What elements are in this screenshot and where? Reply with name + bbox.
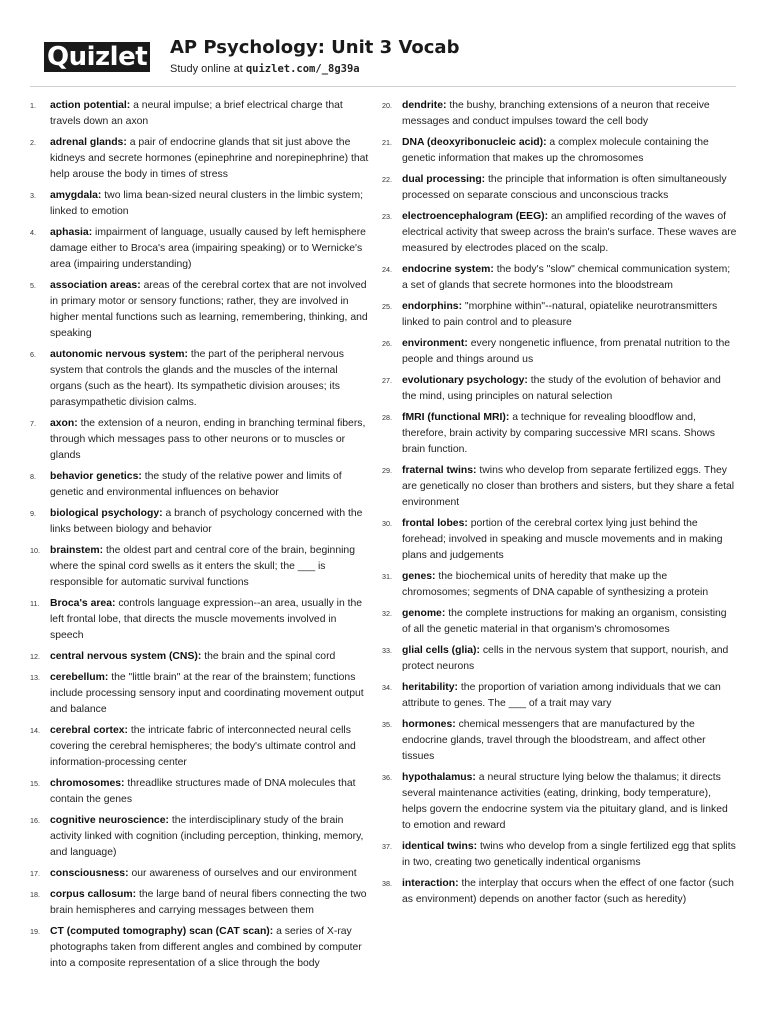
vocab-entry [30, 596, 372, 644]
entry-definition: impairment of language, usually caused by left hemisphere damage either to Broca's area (impairing speaking) or to Wernicke's area (impairing understanding) [50, 227, 366, 270]
vocab-entry [30, 98, 372, 130]
vocab-entry [30, 866, 372, 882]
vocab-column-right [382, 98, 738, 913]
entry-number: 23. [382, 212, 392, 221]
entry-term: adrenal glands: [50, 137, 127, 148]
entry-term: genes: [402, 571, 436, 582]
entry-definition: an amplified recording of the waves of electrical activity that sweep across the brain's surface. These waves are measured by electrodes placed on the scalp. [402, 211, 737, 254]
entry-definition: a complex molecule containing the genetic information that makes up the chromosomes [402, 137, 709, 164]
quizlet-logo[interactable]: Quizlet [44, 42, 150, 72]
entry-term: cerebral cortex: [50, 725, 128, 736]
entry-number: 30. [382, 519, 392, 528]
entry-term: association areas: [50, 280, 141, 291]
vocab-entry [30, 278, 372, 342]
vocab-entry [382, 373, 738, 405]
vocab-entry [30, 188, 372, 220]
vocab-entry [382, 336, 738, 368]
entry-number: 9. [30, 509, 36, 518]
entry-term: interaction: [402, 878, 459, 889]
entry-term: CT (computed tomography) scan (CAT scan): [50, 926, 274, 937]
entry-number: 32. [382, 609, 392, 618]
entry-number: 11. [30, 599, 40, 608]
entry-definition: chemical messengers that are manufactured by the endocrine glands, travel through the bloodstream, and affect other tissues [402, 719, 706, 762]
page-title: AP Psychology: Unit 3 Vocab [170, 37, 460, 58]
entry-number: 2. [30, 138, 36, 147]
entry-term: glial cells (glia): [402, 645, 480, 656]
entry-definition: two lima bean-sized neural clusters in the limbic system; linked to emotion [50, 190, 364, 217]
entry-definition: a pair of endocrine glands that sit just above the kidneys and secrete hormones (epinephrine and norepinephrine) that help arouse the body in times of stress [50, 137, 369, 180]
entry-number: 29. [382, 466, 392, 475]
entry-number: 25. [382, 302, 392, 311]
entry-definition: the extension of a neuron, ending in branching terminal fibers, through which messages pass to other neurons or to muscles or glands [50, 418, 366, 461]
entry-definition: controls language expression--an area, usually in the left frontal lobe, that directs the muscle movements involved in speech [50, 598, 363, 641]
vocab-entry [30, 506, 372, 538]
entry-term: evolutionary psychology: [402, 375, 528, 386]
entry-number: 10. [30, 546, 40, 555]
entry-number: 35. [382, 720, 392, 729]
entry-definition: a neural impulse; a brief electrical charge that travels down an axon [50, 100, 343, 127]
entry-definition: twins who develop from separate fertilized eggs. They are genetically no closer than brothers and sisters, but they share a fetal environment [402, 465, 735, 508]
entry-term: amygdala: [50, 190, 102, 201]
entry-term: endocrine system: [402, 264, 494, 275]
entry-number: 37. [382, 842, 392, 851]
vocab-entry [30, 670, 372, 718]
entry-definition: every nongenetic influence, from prenatal nutrition to the people and things around us [402, 338, 731, 365]
entry-definition: the interdisciplinary study of the brain activity linked with cognition (including perception, thinking, memory, and language) [50, 815, 364, 858]
entry-definition: threadlike structures made of DNA molecules that contain the genes [50, 778, 356, 805]
entry-term: cerebellum: [50, 672, 109, 683]
entry-definition: a neural structure lying below the thalamus; it directs several maintenance activities (eating, drinking, body temperature), helps govern the endocrine system via the pituitary gland, and is linked to emotion and reward [402, 772, 728, 831]
entry-definition: the study of the evolution of behavior and the mind, using principles on natural selection [402, 375, 721, 402]
vocab-entry [30, 135, 372, 183]
entry-number: 12. [30, 652, 40, 661]
vocab-entry [382, 569, 738, 601]
entry-number: 19. [30, 927, 40, 936]
header-divider [30, 86, 736, 87]
entry-term: behavior genetics: [50, 471, 142, 482]
entry-definition: the intricate fabric of interconnected neural cells covering the cerebral hemispheres; the body's ultimate control and information-processing center [50, 725, 356, 768]
vocab-entry [382, 410, 738, 458]
entry-number: 6. [30, 350, 36, 359]
entry-term: heritability: [402, 682, 459, 693]
entry-definition: twins who develop from a single fertilized egg that splits in two, creating two genetically indentical organisms [402, 841, 736, 868]
entry-term: fraternal twins: [402, 465, 477, 476]
entry-term: fMRI (functional MRI): [402, 412, 510, 423]
entry-term: aphasia: [50, 227, 93, 238]
entry-term: identical twins: [402, 841, 478, 852]
entry-number: 22. [382, 175, 392, 184]
entry-number: 4. [30, 228, 36, 237]
entry-number: 17. [30, 869, 40, 878]
entry-definition: the study of the relative power and limits of genetic and environmental influences on behavior [50, 471, 342, 498]
entry-definition: portion of the cerebral cortex lying just behind the forehead; involved in speaking and muscle movements and in making plans and judgements [402, 518, 723, 561]
entry-term: autonomic nervous system: [50, 349, 189, 360]
entry-number: 15. [30, 779, 40, 788]
entry-term: environment: [402, 338, 468, 349]
vocab-entry [30, 347, 372, 411]
page-header [44, 34, 734, 86]
vocab-entry [382, 680, 738, 712]
entry-definition: cells in the nervous system that support, nourish, and protect neurons [402, 645, 729, 672]
entry-number: 31. [382, 572, 392, 581]
entry-number: 20. [382, 101, 392, 110]
entry-definition: the bushy, branching extensions of a neuron that receive messages and conduct impulses toward the cell body [402, 100, 710, 127]
entry-term: brainstem: [50, 545, 104, 556]
entry-number: 21. [382, 138, 392, 147]
study-online-line [170, 63, 459, 75]
vocab-entry [30, 649, 372, 665]
vocab-entry [382, 643, 738, 675]
entry-number: 3. [30, 191, 36, 200]
entry-definition: "morphine within"--natural, opiatelike neurotransmitters linked to pain control and to pleasure [402, 301, 718, 328]
entry-term: DNA (deoxyribonucleic acid): [402, 137, 547, 148]
entry-term: biological psychology: [50, 508, 163, 519]
entry-term: consciousness: [50, 868, 129, 879]
entry-number: 34. [382, 683, 392, 692]
vocab-entry [382, 209, 738, 257]
vocab-entry [382, 717, 738, 765]
vocab-entry [30, 469, 372, 501]
vocab-entry [382, 172, 738, 204]
entry-number: 13. [30, 673, 40, 682]
entry-term: endorphins: [402, 301, 463, 312]
entry-number: 1. [30, 101, 36, 110]
entry-definition: the principle that information is often simultaneously processed on separate conscious and unconscious tracks [402, 174, 727, 201]
entry-number: 5. [30, 281, 36, 290]
entry-number: 14. [30, 726, 40, 735]
entry-term: dual processing: [402, 174, 486, 185]
entry-term: Broca's area: [50, 598, 116, 609]
vocab-entry [382, 770, 738, 834]
vocab-entry [30, 924, 372, 972]
entry-definition: the biochemical units of heredity that make up the chromosomes; segments of DNA capable of synthesizing a protein [402, 571, 709, 598]
vocab-entry [382, 299, 738, 331]
entry-number: 26. [382, 339, 392, 348]
entry-number: 8. [30, 472, 36, 481]
entry-definition: our awareness of ourselves and our environment [131, 868, 357, 879]
vocab-entry [382, 135, 738, 167]
entry-term: axon: [50, 418, 78, 429]
entry-definition: areas of the cerebral cortex that are not involved in primary motor or sensory functions; rather, they are involved in higher mental functions such as learning, remembering, thinking, and speaking [50, 280, 368, 339]
vocab-entry [382, 606, 738, 638]
entry-definition: the large band of neural fibers connecting the two brain hemispheres and carrying messages between them [50, 889, 367, 916]
entry-term: genome: [402, 608, 446, 619]
entry-definition: the proportion of variation among individuals that we can attribute to genes. The ___ of a trait may vary [402, 682, 721, 709]
entry-definition: the body's "slow" chemical communication system; a set of glands that secrete hormones into the bloodstream [402, 264, 731, 291]
vocab-entry [382, 463, 738, 511]
vocab-column-left [30, 98, 372, 977]
vocab-entry [382, 516, 738, 564]
entry-number: 16. [30, 816, 40, 825]
entry-number: 36. [382, 773, 392, 782]
entry-number: 7. [30, 419, 36, 428]
vocab-list [30, 98, 738, 1018]
vocab-entry [30, 813, 372, 861]
entry-definition: a series of X-ray photographs taken from different angles and combined by computer into a composite representation of a slice through the body [50, 926, 362, 969]
entry-number: 24. [382, 265, 392, 274]
entry-term: cognitive neuroscience: [50, 815, 169, 826]
entry-term: hormones: [402, 719, 456, 730]
entry-number: 28. [382, 413, 392, 422]
entry-number: 38. [382, 879, 392, 888]
vocab-entry [30, 225, 372, 273]
vocab-entry [30, 723, 372, 771]
vocab-entry [30, 887, 372, 919]
entry-term: hypothalamus: [402, 772, 476, 783]
vocab-entry [30, 543, 372, 591]
entry-definition: the interplay that occurs when the effect of one factor (such as environment) depends on another factor (such as heredity) [402, 878, 734, 905]
entry-term: frontal lobes: [402, 518, 468, 529]
entry-number: 18. [30, 890, 40, 899]
entry-term: electroencephalogram (EEG): [402, 211, 549, 222]
entry-term: action potential: [50, 100, 131, 111]
entry-definition: a branch of psychology concerned with the links between biology and behavior [50, 508, 363, 535]
entry-number: 33. [382, 646, 392, 655]
entry-definition: a technique for revealing bloodflow and, therefore, brain activity by comparing successive MRI scans. Shows brain function. [402, 412, 715, 455]
entry-definition: the oldest part and central core of the brain, beginning where the spinal cord swells as it enters the skull; the ___ is responsible for automatic survival functions [50, 545, 355, 588]
entry-number: 27. [382, 376, 392, 385]
entry-definition: the complete instructions for making an organism, consisting of all the genetic material in that organism's chromosomes [402, 608, 727, 635]
study-url-link[interactable]: quizlet.com/_8g39a [245, 63, 360, 75]
title-block [170, 34, 459, 75]
vocab-entry [382, 839, 738, 871]
entry-term: central nervous system (CNS): [50, 651, 202, 662]
study-online-label: Study online at [170, 63, 246, 75]
entry-definition: the "little brain" at the rear of the brainstem; functions include processing sensory input and coordinating movement output and balance [50, 672, 364, 715]
entry-definition: the part of the peripheral nervous system that controls the glands and the muscles of the internal organs (such as the heart). Its sympathetic division arouses; its parasympathetic division calms. [50, 349, 344, 408]
vocab-entry [382, 262, 738, 294]
entry-term: corpus callosum: [50, 889, 137, 900]
entry-term: chromosomes: [50, 778, 125, 789]
entry-term: dendrite: [402, 100, 447, 111]
vocab-entry [382, 876, 738, 908]
vocab-entry [30, 416, 372, 464]
vocab-entry [30, 776, 372, 808]
entry-definition: the brain and the spinal cord [204, 651, 336, 662]
vocab-entry [382, 98, 738, 130]
